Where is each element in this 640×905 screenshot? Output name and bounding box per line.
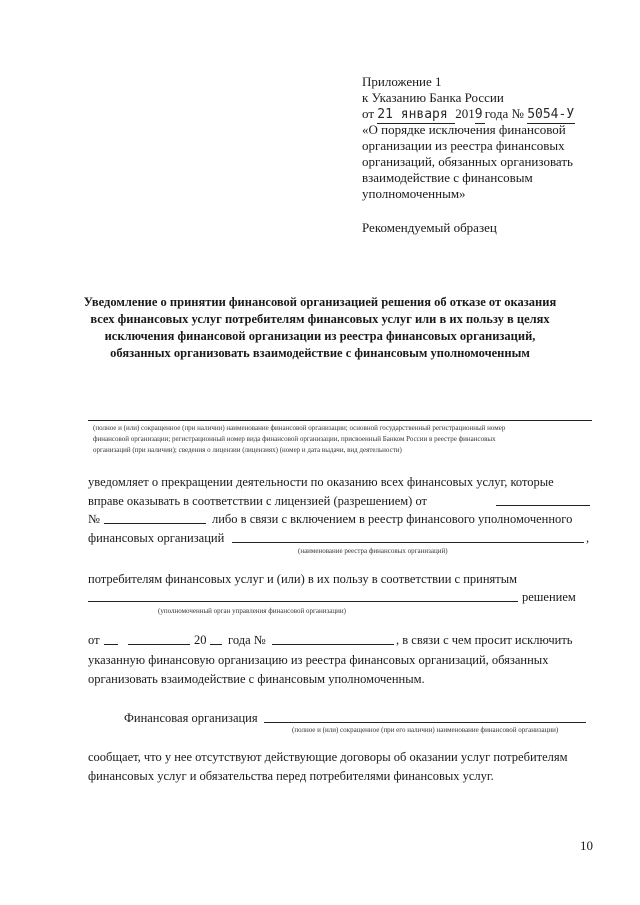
- page-number: 10: [580, 838, 593, 853]
- handwritten-date: 21 января: [377, 107, 455, 124]
- para1-number-sign: №: [88, 512, 100, 526]
- para1-line-1: уведомляет о прекращении деятельности по оказанию всех финансовых услуг, которые: [88, 475, 554, 489]
- financial-org-caption: (полное и (или) сокращенное (при его наличии) наименование финансовой организации): [292, 726, 559, 734]
- para1-line-4: финансовых организаций: [88, 531, 225, 545]
- para3-year: 20: [194, 633, 207, 647]
- decision-number-field-line: [272, 644, 394, 645]
- para3-line-2: указанную финансовую организацию из реестра финансовых организаций, обязанных: [88, 653, 549, 667]
- document-title-line-2: всех финансовых услуг потребителям финансовых услуг или в их пользу в целях: [90, 312, 550, 326]
- registry-caption: (наименование реестра финансовых организаций): [298, 547, 448, 555]
- decree-quote-line-2: организации из реестра финансовых: [362, 138, 565, 153]
- license-date-field-line: [496, 505, 590, 506]
- para4-line-1: сообщает, что у нее отсутствуют действующие договоры об оказании услуг потребителям: [88, 750, 568, 764]
- decision-month-field-line: [128, 644, 190, 645]
- financial-org-name-field-line: [264, 722, 586, 723]
- handwritten-doc-number: 5054-У: [527, 107, 575, 122]
- document-title-line-1: Уведомление о принятии финансовой организацией решения об отказе от оказания: [83, 295, 557, 309]
- governing-body-caption: (уполномоченный орган управления финансовой организации): [158, 607, 346, 615]
- para1-line-3: либо в связи с включением в реестр финансового уполномоченного: [212, 512, 573, 526]
- registry-name-field-line: [232, 542, 584, 543]
- date-prefix: от: [362, 106, 375, 121]
- para2-line-1: потребителям финансовых услуг и (или) в их пользу в соответствии с принятым: [88, 572, 518, 586]
- org-caption-line-3: организаций (при наличии); сведения о лицензии (лицензиях) (номер и дата выдачи, вид деятельности): [93, 446, 402, 454]
- license-number-field-line: [104, 523, 206, 524]
- org-caption-line-2: финансовой организации; регистрационный номер вида финансовой организации, присвоенный Банком России в реестре финансовых: [93, 435, 496, 443]
- financial-org-label: Финансовая организация: [124, 711, 258, 725]
- para1-comma: ,: [586, 531, 590, 545]
- document-title-line-4: обязанных организовать взаимодействие с финансовым уполномоченным: [110, 346, 530, 360]
- org-name-field-line: [88, 420, 592, 421]
- org-caption-line-1: (полное и (или) сокращенное (при наличии) наименование финансовой организации; основной государственный регистрационный номер: [93, 424, 506, 432]
- para3-year-number: года №: [228, 633, 266, 647]
- para3-from: от: [88, 633, 100, 647]
- para3-line-3: организовать взаимодействие с финансовым уполномоченным.: [88, 672, 425, 686]
- decree-quote-line-4: взаимодействие с финансовым: [362, 170, 533, 185]
- decree-quote-line-5: уполномоченным»: [362, 186, 466, 201]
- date-suffix: года №: [484, 106, 524, 121]
- recommended-sample-label: Рекомендуемый образец: [362, 220, 497, 235]
- governing-body-field-line: [88, 601, 518, 602]
- decision-year-field-line: [210, 644, 222, 645]
- para4-line-2: финансовых услуг и обязательства перед потребителями финансовых услуг.: [88, 769, 494, 783]
- decision-day-field-line: [104, 644, 118, 645]
- para1-line-2: вправе оказывать в соответствии с лицензией (разрешением) от: [88, 494, 428, 508]
- para2-decision-word: решением: [522, 590, 576, 604]
- para3-line-1-end: , в связи с чем просит исключить: [396, 633, 573, 647]
- to-decree-label: к Указанию Банка России: [362, 90, 504, 105]
- document-title-line-3: исключения финансовой организации из реестра финансовых организаций,: [104, 329, 536, 343]
- decree-quote-line-1: «О порядке исключения финансовой: [362, 122, 566, 137]
- year-prefix: 201: [455, 106, 475, 121]
- decree-quote-line-3: организаций, обязанных организовать: [362, 154, 573, 169]
- handwritten-year-digit: 9: [475, 107, 485, 124]
- appendix-label: Приложение 1: [362, 74, 442, 89]
